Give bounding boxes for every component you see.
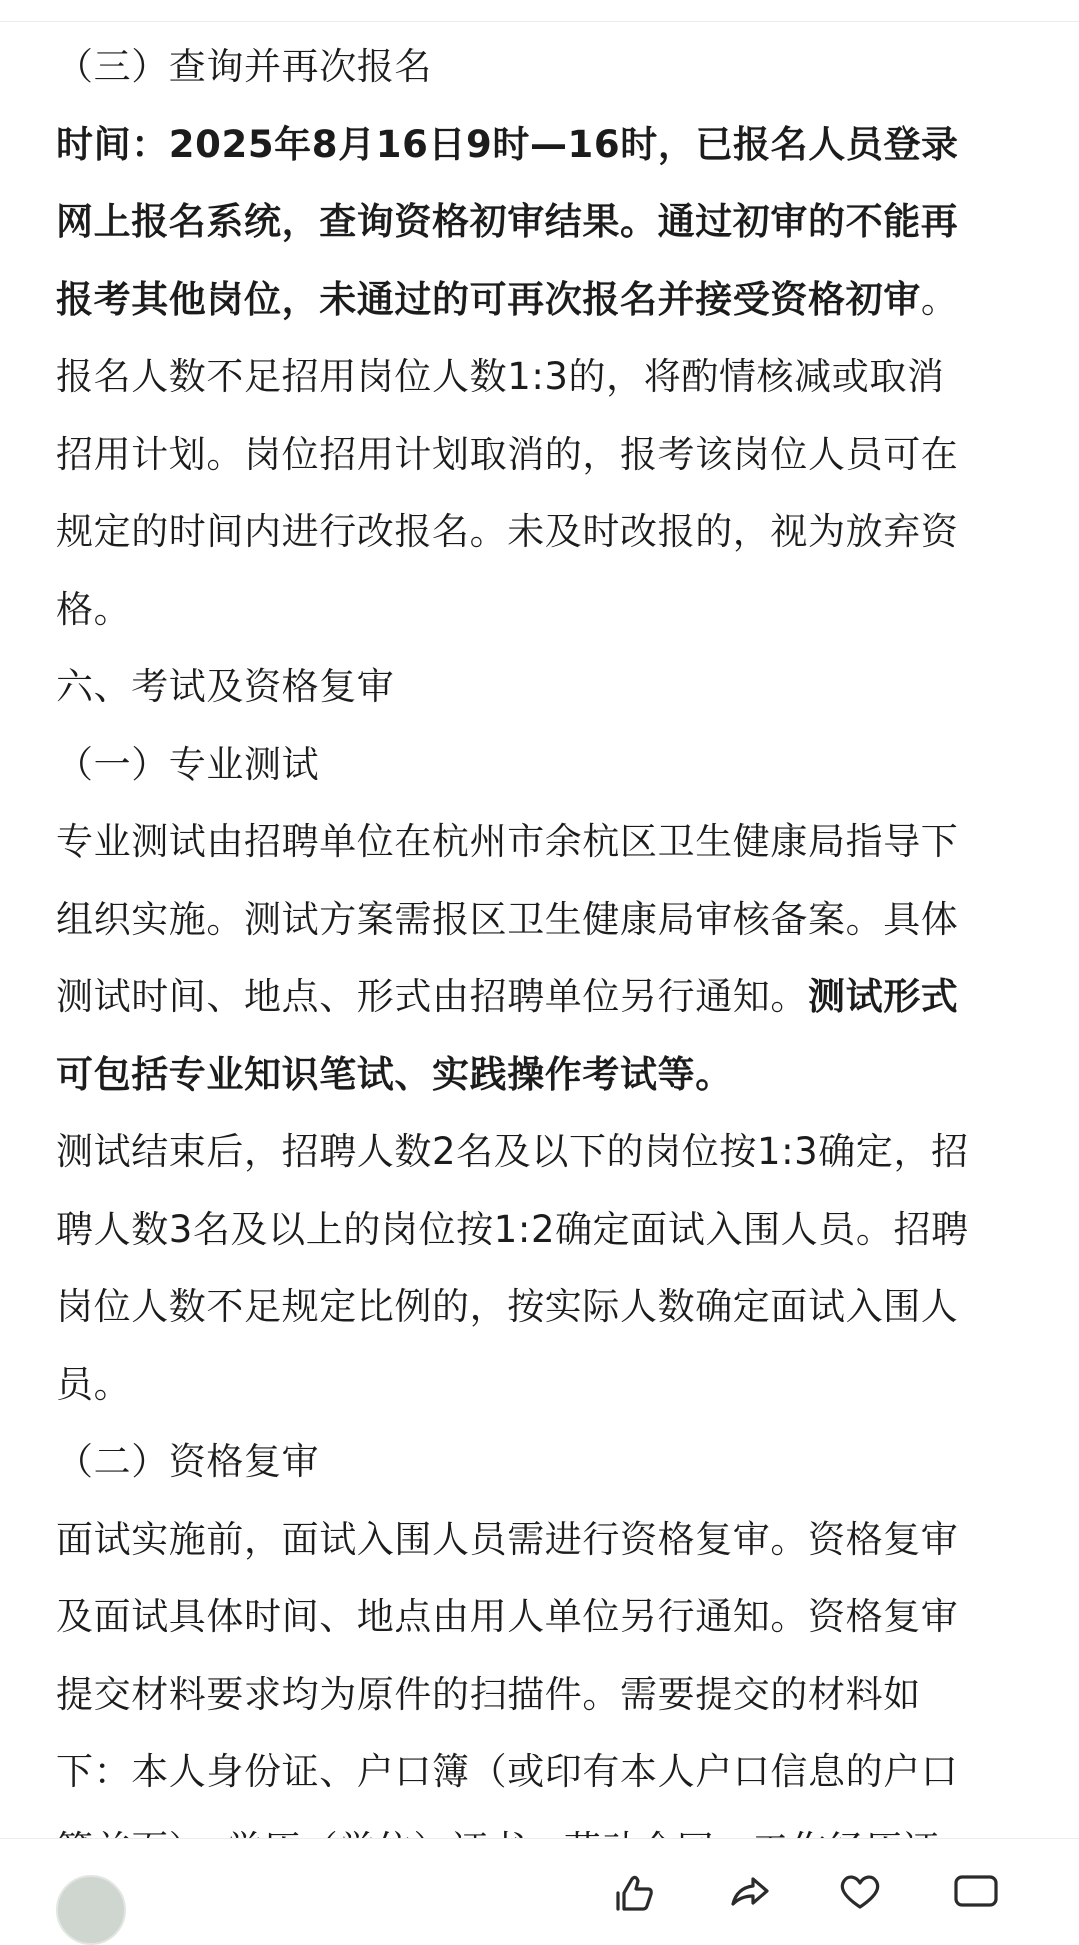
thumb-up-icon[interactable] [610,1871,658,1911]
text-line [56,106,1036,184]
bold-text: 报考其他岗位，未通过的可再次报名并接受资格初审 [56,277,921,321]
text: 六、考试及资格复审 [56,665,395,708]
text-line [56,881,1036,959]
text-line [56,1733,1036,1811]
text-line [56,1346,1036,1424]
bold-text: 可包括专业知识笔试、实践操作考试等。 [56,1052,733,1096]
text-line [56,1578,1036,1656]
text: 报名人数不足招用岗位人数1:3的，将酌情核减或取消 [56,355,945,398]
text-line [56,183,1036,261]
text: 格。 [56,587,132,631]
text-line [56,1656,1036,1734]
comment-icon[interactable] [952,1871,1000,1911]
text-line [56,803,1036,881]
text: 员。 [56,1362,132,1406]
text: 面试实施前，面试入围人员需进行资格复审。资格复审 [56,1517,959,1561]
text-line [56,958,1036,1036]
text-line [56,1268,1036,1346]
bold-text: 测试形式 [808,975,959,1018]
text: （三）查询并再次报名 [56,45,432,88]
text: 岗位人数不足规定比例的，按实际人数确定面试入围人 [56,1285,959,1328]
text: 及面试具体时间、地点由用人单位另行通知。资格复审 [56,1595,959,1638]
text-line [56,28,1036,106]
text-line [56,338,1036,416]
text-line [56,261,1036,339]
text-line [56,1423,1036,1501]
text: 聘人数3名及以上的岗位按1:2确定面试入围人员。招聘 [56,1207,969,1251]
text-line [56,1501,1036,1579]
text: 提交材料要求均为原件的扫描件。需要提交的材料如 [56,1672,921,1716]
text: 招用计划。岗位招用计划取消的，报考该岗位人员可在 [56,432,959,476]
text: 测试结束后，招聘人数2名及以下的岗位按1:3确定，招 [56,1130,969,1173]
text: 。 [920,277,959,321]
bottom-action-bar [0,1838,1079,1888]
top-divider [0,21,1079,22]
share-icon[interactable] [727,1871,775,1911]
text-line [56,1036,1036,1114]
text-line [56,726,1036,804]
article-body [56,28,1036,1888]
text: 组织实施。测试方案需报区卫生健康局审核备案。具体 [56,897,959,941]
text: 专业测试由招聘单位在杭州市余杭区卫生健康局指导下 [56,820,959,863]
bold-text: 网上报名系统，查询资格初审结果。通过初审的不能再 [56,200,959,243]
text: 规定的时间内进行改报名。未及时改报的，视为放弃资 [56,510,959,553]
text-line [56,1113,1036,1191]
bold-text: 时间：2025年8月16日9时—16时，已报名人员登录 [56,122,959,166]
text: （一）专业测试 [56,742,320,786]
text: 测试时间、地点、形式由招聘单位另行通知。 [56,975,808,1018]
text: 下：本人身份证、户口簿（或印有本人户口信息的户口 [56,1750,959,1793]
text-line [56,416,1036,494]
avatar[interactable] [56,1875,126,1945]
heart-icon[interactable] [836,1871,884,1911]
text-line [56,648,1036,726]
text-line [56,1191,1036,1269]
text: （二）资格复审 [56,1440,320,1483]
text-line [56,571,1036,649]
text-line [56,493,1036,571]
